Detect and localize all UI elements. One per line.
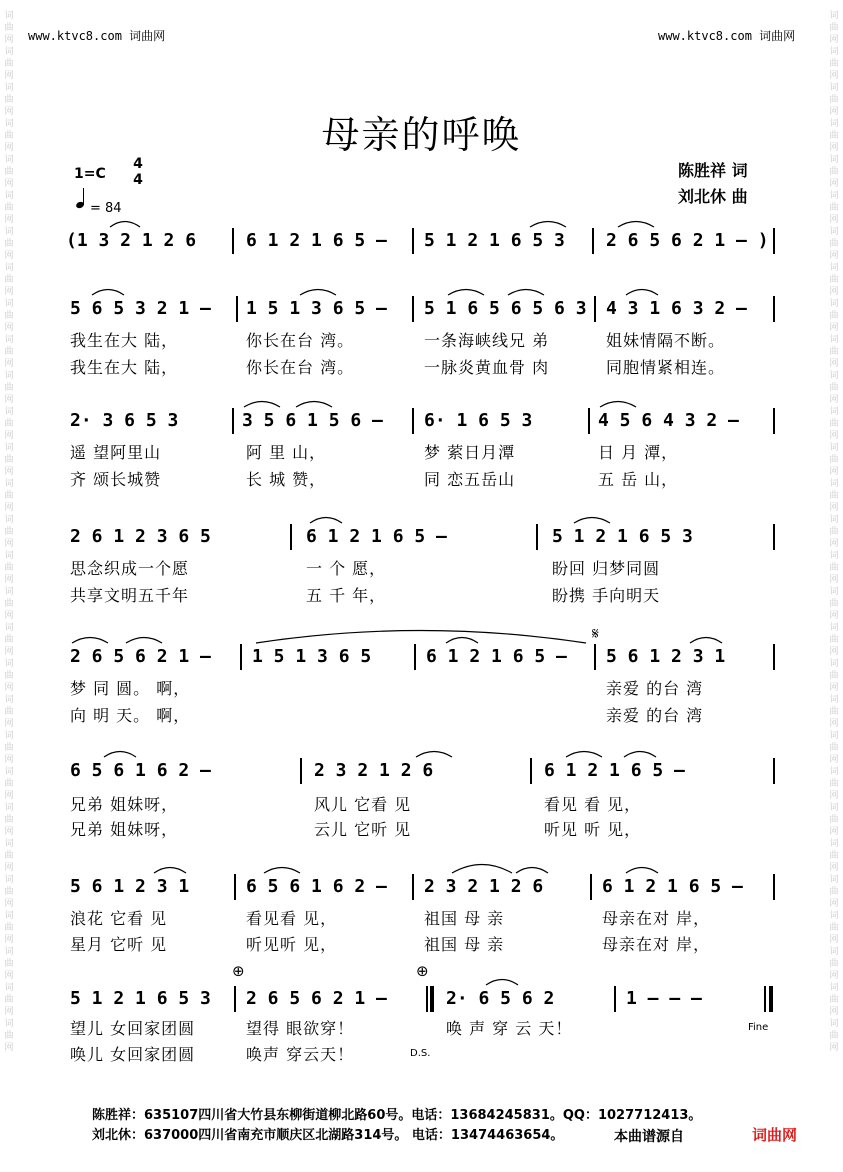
slur xyxy=(690,638,722,644)
lyric-v2: 星月 它听 见 xyxy=(70,935,168,954)
lyric-v1: 望儿 女回家团圆 xyxy=(70,1019,196,1038)
lyric-v1: 日 月 潭， xyxy=(598,443,679,462)
notes-row2-m2: 1 5 1 3 6 5 – xyxy=(246,298,387,319)
lyric-v1: 祖国 母 亲 xyxy=(424,909,505,928)
lyric-v1: 望得 眼欲穿！ xyxy=(246,1019,355,1038)
lyric-v2: 长 城 赞， xyxy=(246,470,327,489)
lyric-v1: 一条海峡线兄 弟 xyxy=(424,331,550,350)
key-signature: 1=C xyxy=(74,166,106,182)
notes-row4-m1: 2 6 1 2 3 6 5 xyxy=(70,526,211,547)
notes-row2-m4: 4 3 1 6 3 2 – xyxy=(606,298,747,319)
lyric-v2: 唤声 穿云天！ xyxy=(246,1045,355,1064)
slur xyxy=(416,752,452,758)
site-url-right[interactable]: www.ktvc8.com 词曲网 xyxy=(658,29,796,43)
lyric-v1: 遥 望阿里山 xyxy=(70,443,162,462)
notes-row2-m1: 5 6 5 3 2 1 – xyxy=(70,298,211,319)
slur xyxy=(452,865,512,874)
lyric-v1: 看见看 见， xyxy=(246,909,338,928)
lyric-v1: 梦 萦日月潭 xyxy=(424,443,516,462)
source-note: 本曲谱源自 xyxy=(614,1129,684,1145)
notes-row4-m3: 5 1 2 1 6 5 3 xyxy=(552,526,693,547)
lyric-v2: 祖国 母 亲 xyxy=(424,935,505,954)
lyric-v2: 听见 听 见， xyxy=(544,820,642,839)
lyric-v2: 一脉炎黄血骨 肉 xyxy=(424,358,550,377)
slur xyxy=(530,222,566,228)
notes-row6-m3: 6 1 2 1 6 5 – xyxy=(544,760,685,781)
lyric-v1: 盼回 归梦同圆 xyxy=(552,559,661,578)
lyric-v1: 风儿 它看 见 xyxy=(314,795,412,814)
notes-row7-m1: 5 6 1 2 3 1 xyxy=(70,876,190,897)
slur xyxy=(256,631,586,644)
lyric-v1: 姐妹情隔不断。 xyxy=(606,331,726,350)
lyric-v1: 梦 同 圆。 啊， xyxy=(70,679,191,698)
slur xyxy=(310,518,342,524)
lyric-v1: 一 个 愿， xyxy=(306,559,387,578)
coda-icon: ⊕ xyxy=(232,962,245,980)
lyric-v2: 共享文明五千年 xyxy=(70,586,190,605)
slur xyxy=(296,402,332,408)
notes-row6-m1: 6 5 6 1 6 2 – xyxy=(70,760,211,781)
slur xyxy=(110,222,140,228)
lyric-v2: 盼携 手向明天 xyxy=(552,586,661,605)
contact-lyricist: 陈胜祥：635107四川省大竹县东柳街道柳北路60号。电话：13684245831。QQ：1027712413。 xyxy=(92,1108,702,1123)
side-watermark-right: 词曲网词曲网词曲网词曲网词曲网词曲网词曲网词曲网词曲网词曲网词曲网词曲网词曲网词曲网词曲网词曲网词曲网词曲网词曲网词曲网词曲网词曲网词曲网词曲网词曲网词曲网词曲网词曲网词曲网 xyxy=(829,11,839,1053)
slur xyxy=(126,638,162,644)
lyric-v2: 齐 颂长城赞 xyxy=(70,470,162,489)
slur xyxy=(154,868,186,874)
slur xyxy=(92,290,124,296)
slur xyxy=(72,638,108,644)
lyric-v2: 我生在大 陆， xyxy=(70,358,179,377)
lyric-v1: 我生在大 陆， xyxy=(70,331,179,350)
lyric-v2: 唤儿 女回家团圆 xyxy=(70,1045,196,1064)
ds-marking: D.S. xyxy=(410,1048,431,1059)
lyricist-credit: 陈胜祥 词 xyxy=(678,161,748,180)
notes-row5-m3: 6 1 2 1 6 5 – xyxy=(426,646,567,667)
lyric-v1: 浪花 它看 见 xyxy=(70,909,168,928)
lyric-v2: 向 明 天。 啊， xyxy=(70,706,191,725)
slur xyxy=(574,518,610,524)
notes-row5-m4: 5 6 1 2 3 1 xyxy=(606,646,726,667)
notes-row5-m2: 1 5 1 3 6 5 xyxy=(252,646,372,667)
notes-row3-m2: 3 5 6 1 5 6 – xyxy=(242,410,383,431)
tempo-marking: = 84 xyxy=(90,201,122,216)
notes-row4-m2: 6 1 2 1 6 5 – xyxy=(306,526,447,547)
lyric-v1: 你长在台 湾。 xyxy=(246,331,355,350)
lyric-v1: 亲爱 的台 湾 xyxy=(606,679,704,698)
slur xyxy=(448,290,484,296)
lyric-v2: 亲爱 的台 湾 xyxy=(606,706,704,725)
lyric-v1: 兄弟 姐妹呀， xyxy=(70,795,179,814)
slur xyxy=(446,638,478,644)
lyric-v2: 五 岳 山， xyxy=(598,470,679,489)
lyric-v1: 看见 看 见， xyxy=(544,795,642,814)
segno-icon: 𝄋 xyxy=(592,624,599,643)
lyric-v2: 五 千 年， xyxy=(306,586,387,605)
notes-row2-m3: 5 1 6 5 6 5 6 3 xyxy=(424,298,587,319)
notes-row1-m3: 5 1 2 1 6 5 3 xyxy=(424,230,565,251)
slur xyxy=(624,752,656,758)
lyric-v2: 同胞情紧相连。 xyxy=(606,358,726,377)
lyric-v1: 思念织成一个愿 xyxy=(70,559,190,578)
site-logo[interactable]: 词曲网 xyxy=(752,1126,798,1144)
coda-icon: ⊕ xyxy=(416,962,429,980)
lyric-v1: 阿 里 山， xyxy=(246,443,327,462)
notes-row1-m1: (1 3 2 1 2 6 xyxy=(66,230,197,251)
slur xyxy=(486,980,518,986)
notes-row1-m4: 2 6 5 6 2 1 – ) xyxy=(606,230,769,251)
contact-composer: 刘北休：637000四川省南充市顺庆区北湖路314号。 电话：13474463654。 xyxy=(92,1128,564,1143)
song-title: 母亲的呼唤 xyxy=(321,113,522,157)
notes-row8-m1: 5 1 2 1 6 5 3 xyxy=(70,988,211,1009)
notes-row8-m2: 2 6 5 6 2 1 – xyxy=(246,988,387,1009)
notes-row3-m4: 4 5 6 4 3 2 – xyxy=(598,410,739,431)
site-url-left[interactable]: www.ktvc8.com 词曲网 xyxy=(28,29,166,43)
lyric-v2: 你长在台 湾。 xyxy=(246,358,355,377)
slur xyxy=(244,402,280,408)
slur xyxy=(104,752,136,758)
slur xyxy=(508,290,544,296)
notes-row8-m3: 2· 6 5 6 2 xyxy=(446,988,555,1009)
side-watermark-left: 词曲网词曲网词曲网词曲网词曲网词曲网词曲网词曲网词曲网词曲网词曲网词曲网词曲网词曲网词曲网词曲网词曲网词曲网词曲网词曲网词曲网词曲网词曲网词曲网词曲网词曲网词曲网词曲网词曲网 xyxy=(4,11,14,1053)
slur xyxy=(618,222,654,228)
lyric-v2: 云儿 它听 见 xyxy=(314,820,412,839)
notes-row7-m2: 6 5 6 1 6 2 – xyxy=(246,876,387,897)
lyric-v2: 母亲在对 岸， xyxy=(602,935,711,954)
notes-row7-m3: 2 3 2 1 2 6 xyxy=(424,876,544,897)
lyric-v2: 听见听 见， xyxy=(246,935,338,954)
notes-row7-m4: 6 1 2 1 6 5 – xyxy=(602,876,743,897)
slur xyxy=(566,752,602,758)
slur xyxy=(600,402,636,408)
notes-row8-m4: 1 – – – xyxy=(626,988,702,1009)
lyric-v1: 唤 声 穿 云 天！ xyxy=(446,1019,573,1038)
time-signature-top: 4 xyxy=(133,156,143,172)
fine-marking: Fine xyxy=(748,1022,769,1033)
slur xyxy=(300,290,336,296)
time-signature-bottom: 4 xyxy=(133,172,143,188)
composer-credit: 刘北休 曲 xyxy=(678,187,748,206)
notes-row5-m1: 2 6 5 6 2 1 – xyxy=(70,646,211,667)
slur xyxy=(264,868,300,874)
notes-row3-m3: 6· 1 6 5 3 xyxy=(424,410,533,431)
slur xyxy=(516,868,548,874)
notes-row1-m2: 6 1 2 1 6 5 – xyxy=(246,230,387,251)
slur xyxy=(626,868,658,874)
lyric-v2: 同 恋五岳山 xyxy=(424,470,516,489)
lyric-v2: 兄弟 姐妹呀， xyxy=(70,820,179,839)
notes-row6-m2: 2 3 2 1 2 6 xyxy=(314,760,434,781)
notes-row3-m1: 2· 3 6 5 3 xyxy=(70,410,179,431)
lyric-v1: 母亲在对 岸， xyxy=(602,909,711,928)
slur xyxy=(626,290,658,296)
